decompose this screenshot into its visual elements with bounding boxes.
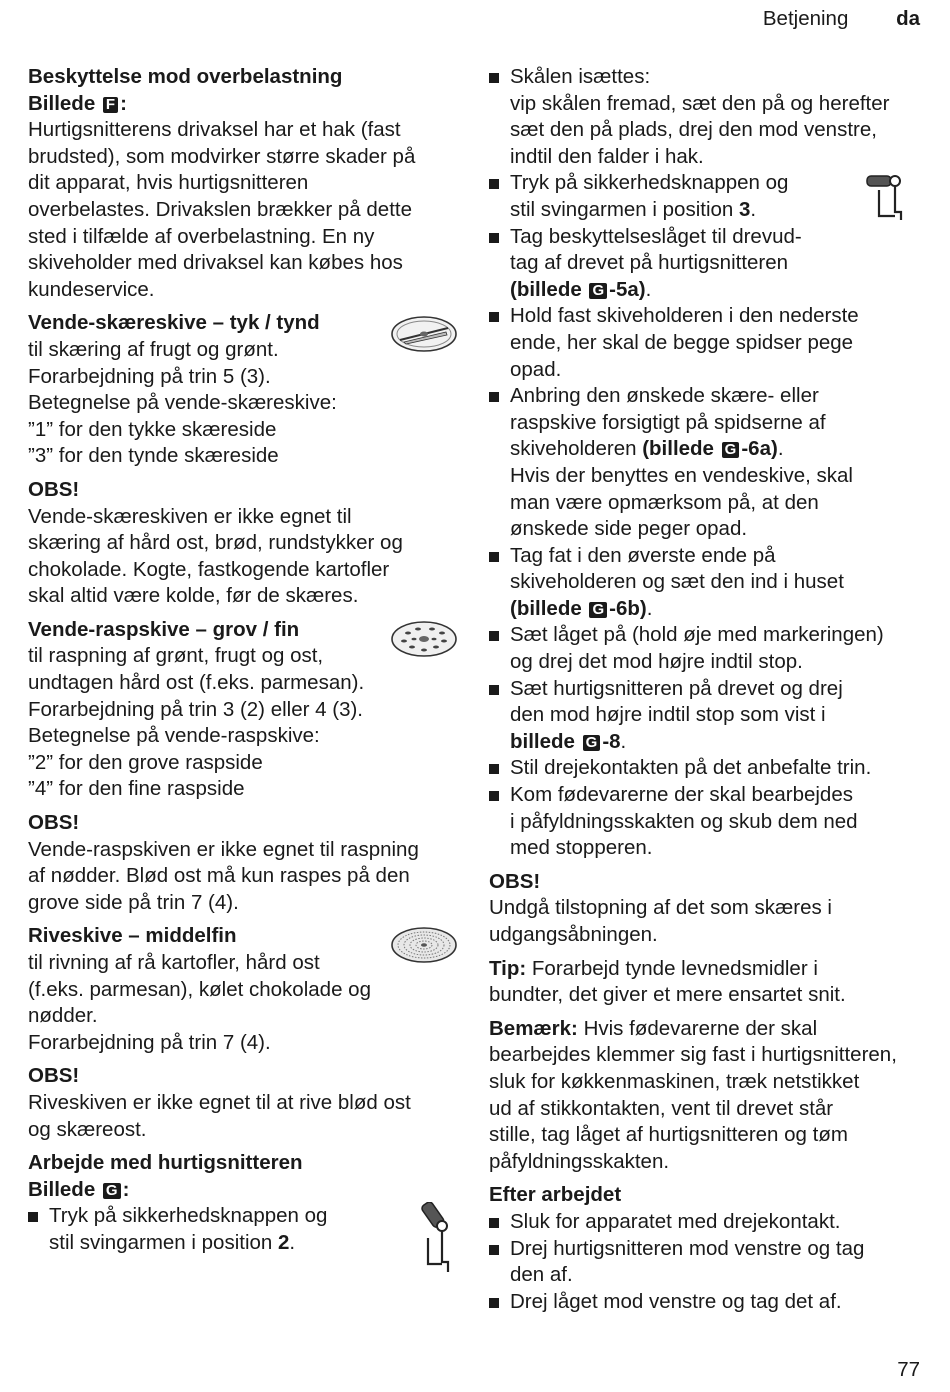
- overload-text-line: skiveholder med drivaksel kan købes hos: [28, 251, 403, 275]
- obs-text-line: skæring af hård ost, brød, rundstykker og: [28, 531, 403, 555]
- slicing-text-line: ”1” for den tykke skæreside: [28, 417, 277, 441]
- step-remove-drive-cover: Tag beskyttelseslåget til drevud- tag af drevet på hurtigsnitteren (billede G -5a).: [489, 224, 929, 304]
- overload-section: [28, 64, 458, 303]
- obs-text-line: Vende-raspskiven er ikke egnet til raspning: [28, 837, 419, 861]
- bullet-square-icon: [489, 1298, 499, 1308]
- right-column: [489, 64, 929, 1315]
- overload-title: Beskyttelse mod overbelastning: [28, 65, 343, 88]
- bullet-square-icon: [489, 1245, 499, 1255]
- header-language: da: [896, 7, 920, 30]
- slicing-text-line: til skæring af frugt og grønt.: [28, 337, 279, 361]
- page-number: 77: [897, 1358, 920, 1382]
- obs-title: OBS!: [28, 1064, 80, 1088]
- bullet-square-icon: [28, 1212, 38, 1222]
- figure-letter-badge: F: [103, 97, 118, 113]
- overload-text-line: kundeservice.: [28, 277, 155, 301]
- grating-disc-section: [28, 923, 458, 1056]
- working-title: Arbejde med hurtigsnitteren: [28, 1151, 303, 1175]
- bullet-square-icon: [489, 764, 499, 774]
- obs-text-line: chokolade. Kogte, fastkogende kartofler: [28, 557, 390, 581]
- after-step-1: Sluk for apparatet med drejekontakt.: [489, 1209, 929, 1236]
- step-place-disc: Anbring den ønskede skære- eller raspskive forsigtigt på spidserne af skiveholderen (billede G -6a). Hvis der benyttes en vendeskive, skal man være opmærksom på, at den ønskede side peger opad.: [489, 383, 929, 543]
- obs-text-line: grove side på trin 7 (4).: [28, 890, 239, 914]
- remark-note: Bemærk: Hvis fødevarerne der skal bearbejdes klemmer sig fast i hurtigsnitteren, sluk for køkkenmaskinen, træk netstikket ud af stikkontakten, vent til drevet står stille, tag låget af hurtigsnitteren og tøm påfyldningsskakten.: [489, 1016, 897, 1173]
- overload-text-line: dit apparat, hvis hurtigsnitteren: [28, 171, 309, 195]
- working-section: [28, 1150, 458, 1256]
- shredding-text-line: Forarbejdning på trin 3 (2) eller 4 (3).: [28, 697, 363, 721]
- working-figure-ref: Billede G :: [28, 1177, 130, 1201]
- step-insert-holder: Tag fat i den øverste ende på skiveholderen og sæt den ind i huset (billede G -6b).: [489, 543, 929, 623]
- shredding-text-line: ”2” for den grove raspside: [28, 750, 263, 774]
- after-work-title: Efter arbejdet: [489, 1183, 622, 1207]
- obs-text-line: skal altid være kolde, før de skæres.: [28, 584, 359, 608]
- bullet-square-icon: [489, 73, 499, 83]
- shredding-disc-title: Vende-raspskive – grov / fin: [28, 617, 300, 641]
- overload-text-line: overbelastes. Drivakslen brækker på dette: [28, 197, 412, 221]
- left-column: [28, 64, 458, 1264]
- swing-arm-position-3-icon: [865, 172, 905, 222]
- shredding-disc-icon: [390, 619, 458, 659]
- step-set-switch: Stil drejekontakten på det anbefalte trin.: [489, 755, 929, 782]
- slicing-disc-icon: [390, 314, 458, 354]
- obs-note-slicing: [28, 477, 458, 610]
- overload-text-line: brudsted), som modvirker større skader på: [28, 144, 416, 168]
- shredding-text-line: ”4” for den fine raspside: [28, 777, 245, 801]
- figure-letter-badge: G: [103, 1183, 121, 1199]
- grating-text-line: Forarbejdning på trin 7 (4).: [28, 1030, 271, 1054]
- slicing-text-line: Betegnelse på vende-skæreskive:: [28, 391, 337, 415]
- bullet-square-icon: [489, 552, 499, 562]
- bullet-square-icon: [489, 631, 499, 641]
- obs-title: OBS!: [28, 477, 80, 501]
- slicing-disc-section: [28, 310, 458, 470]
- obs-text-line: af nødder. Blød ost må kun raspes på den: [28, 864, 410, 888]
- obs-note-grating: [28, 1063, 458, 1143]
- bullet-square-icon: [489, 791, 499, 801]
- overload-figure-ref: Billede F :: [28, 91, 127, 115]
- slicing-text-line: Forarbejdning på trin 5 (3).: [28, 364, 271, 388]
- grating-disc-title: Riveskive – middelfin: [28, 924, 237, 948]
- shredding-text-line: undtagen hård ost (f.eks. parmesan).: [28, 671, 365, 695]
- obs-note-clogging: OBS! Undgå tilstopning af det som skæres i udgangsåbningen.: [489, 869, 929, 949]
- step-swing-arm-3: Tryk på sikkerhedsknappen og stil svingarmen i position 3.: [489, 170, 929, 223]
- after-work-section: [489, 1182, 929, 1315]
- after-step-2: Drej hurtigsnitteren mod venstre og tag den af.: [489, 1236, 929, 1289]
- step-mount-slicer: Sæt hurtigsnitteren på drevet og drej den mod højre indtil stop som vist i billede G -8.: [489, 676, 929, 756]
- figure-letter-badge: G: [589, 602, 607, 618]
- grating-text-line: nødder.: [28, 1004, 98, 1028]
- step-bowl-insert: Skålen isættes: vip skålen fremad, sæt den på og herefter sæt den på plads, drej den mod venstre, indtil den falder i hak.: [489, 64, 929, 170]
- bullet-square-icon: [489, 179, 499, 189]
- step-feed-food: Kom fødevarerne der skal bearbejdes i påfyldningsskakten og skub dem ned med stopperen.: [489, 782, 929, 862]
- grating-text-line: (f.eks. parmesan), kølet chokolade og: [28, 977, 371, 1001]
- page-header: [763, 6, 920, 33]
- obs-note-shredding: [28, 810, 458, 916]
- step-put-lid: Sæt låget på (hold øje med markeringen) og drej det mod højre indtil stop.: [489, 622, 929, 675]
- obs-title: OBS!: [489, 869, 541, 893]
- tip-label: Tip:: [489, 956, 527, 980]
- obs-text-line: Vende-skæreskiven er ikke egnet til: [28, 504, 352, 528]
- shredding-text-line: Betegnelse på vende-raspskive:: [28, 724, 320, 748]
- slicing-text-line: ”3” for den tynde skæreside: [28, 444, 279, 468]
- header-section: Betjening: [762, 7, 849, 30]
- obs-title: OBS!: [28, 811, 80, 835]
- working-step-1: Tryk på sikkerhedsknappen og stil svingarmen i position 2.: [28, 1203, 458, 1256]
- bullet-square-icon: [489, 1218, 499, 1228]
- shredding-text-line: til raspning af grønt, frugt og ost,: [28, 644, 324, 668]
- figure-letter-badge: G: [722, 442, 740, 458]
- obs-text-line: Riveskiven er ikke egnet til at rive blød ost: [28, 1090, 411, 1114]
- grating-text-line: til rivning af rå kartofler, hård ost: [28, 951, 320, 974]
- tip-note: Tip: Forarbejd tynde levnedsmidler i bundter, det giver et mere ensartet snit.: [489, 956, 846, 1007]
- step-hold-disc-holder: Hold fast skiveholderen i den nederste ende, her skal de begge spidser pege opad.: [489, 303, 929, 383]
- bullet-square-icon: [489, 685, 499, 695]
- figure-letter-badge: G: [583, 735, 601, 751]
- bullet-square-icon: [489, 392, 499, 402]
- shredding-disc-section: [28, 617, 458, 803]
- figure-letter-badge: G: [589, 283, 607, 299]
- grating-disc-icon: [390, 925, 458, 965]
- remark-label: Bemærk:: [489, 1016, 578, 1040]
- bullet-square-icon: [489, 312, 499, 322]
- swing-arm-position-2-icon: [418, 1202, 458, 1274]
- overload-text-line: Hurtigsnitterens drivaksel har et hak (fast: [28, 118, 401, 142]
- after-step-3: Drej låget mod venstre og tag det af.: [489, 1289, 929, 1316]
- overload-text-line: sted i tilfælde af overbelastning. En ny: [28, 224, 375, 248]
- bullet-square-icon: [489, 233, 499, 243]
- slicing-disc-title: Vende-skæreskive – tyk / tynd: [28, 311, 320, 335]
- obs-text-line: og skæreost.: [28, 1117, 147, 1141]
